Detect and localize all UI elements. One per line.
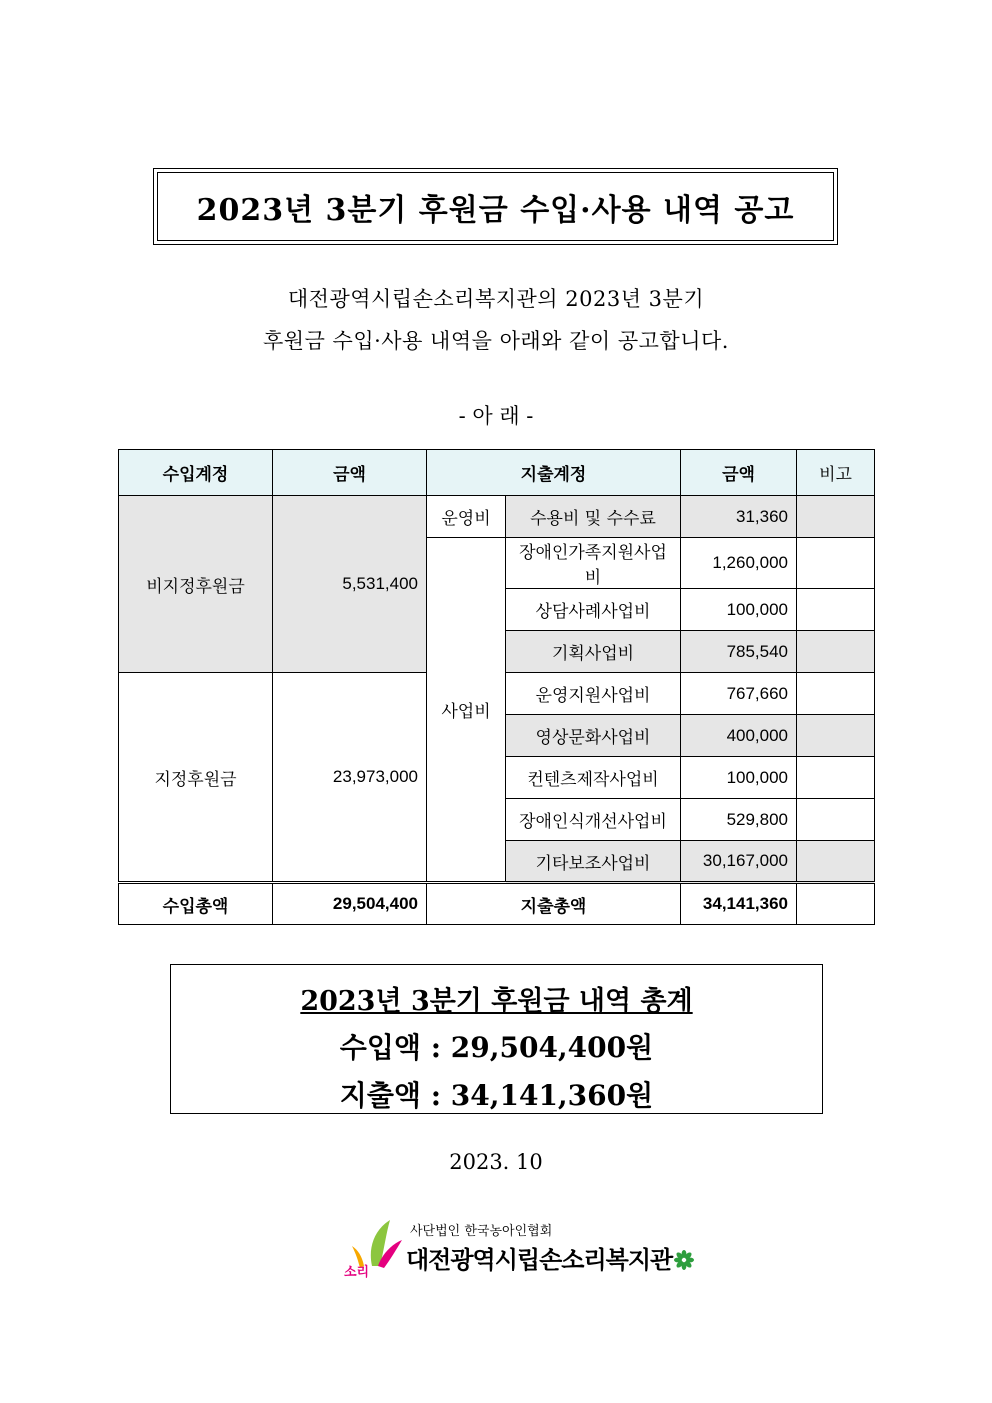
expense-item-cell: 장애인가족지원사업비 [506, 538, 681, 589]
summary-box [170, 964, 823, 1114]
table-row [119, 496, 875, 538]
summary-expense: 지출액 : 34,141,360원 [339, 1079, 654, 1112]
expense-item-cell: 장애인식개선사업비 [506, 799, 681, 841]
expense-item-cell: 컨텐츠제작사업비 [506, 757, 681, 799]
expense-amount-cell: 529,800 [681, 799, 797, 841]
income-total-label: 수입총액 [119, 883, 273, 925]
expense-item-cell: 상담사례사업비 [506, 589, 681, 631]
remarks-cell [797, 631, 875, 673]
remarks-cell [797, 589, 875, 631]
logo-mark-icon [342, 1218, 406, 1280]
expense-item-cell: 기타보조사업비 [506, 841, 681, 883]
expense-total-value: 34,141,360 [681, 883, 797, 925]
remarks-cell [797, 673, 875, 715]
intro-line-2: 후원금 수입·사용 내역을 아래와 같이 공고합니다. [263, 329, 729, 353]
header-expense-amount: 금액 [681, 450, 797, 496]
expense-amount-cell: 31,360 [681, 496, 797, 538]
expense-amount-cell: 1,260,000 [681, 538, 797, 589]
header-remarks: 비고 [797, 450, 875, 496]
logo-name [406, 1240, 694, 1275]
remarks-cell [797, 538, 875, 589]
remarks-cell [797, 799, 875, 841]
income-account-cell: 비지정후원금 [119, 496, 273, 673]
remarks-cell [797, 715, 875, 757]
logo-name-text: 대전광역시립손소리복지관 [406, 1246, 673, 1274]
organization-logo [342, 1218, 672, 1280]
header-expense-account: 지출계정 [427, 450, 681, 496]
table-header-row [119, 450, 875, 496]
income-amount-cell: 5,531,400 [273, 496, 427, 673]
svg-text:소리: 소리 [344, 1265, 370, 1280]
remarks-cell [797, 841, 875, 883]
flower-icon [674, 1250, 694, 1270]
donation-table [118, 449, 875, 925]
expense-amount-cell: 400,000 [681, 715, 797, 757]
expense-item-cell: 기획사업비 [506, 631, 681, 673]
intro-line-1: 대전광역시립손소리복지관의 2023년 3분기 [287, 287, 705, 311]
summary-income: 수입액 : 29,504,400원 [339, 1031, 654, 1064]
expense-group-cell: 사업비 [427, 538, 506, 883]
remarks-cell [797, 757, 875, 799]
expense-total-label: 지출총액 [427, 883, 681, 925]
expense-amount-cell: 767,660 [681, 673, 797, 715]
table-total-row [119, 883, 875, 925]
summary-title: 2023년 3분기 후원금 내역 총계 [300, 986, 693, 1017]
publication-date: 2023. 10 [449, 1150, 543, 1174]
logo-subtitle: 사단법인 한국농아인협회 [410, 1224, 553, 1239]
expense-group-cell: 운영비 [427, 496, 506, 538]
expense-amount-cell: 30,167,000 [681, 841, 797, 883]
below-label: - 아 래 - [458, 404, 534, 428]
expense-amount-cell: 100,000 [681, 589, 797, 631]
income-total-value: 29,504,400 [273, 883, 427, 925]
expense-item-cell: 운영지원사업비 [506, 673, 681, 715]
remarks-cell [797, 883, 875, 925]
title-box [153, 168, 838, 245]
expense-item-cell: 수용비 및 수수료 [506, 496, 681, 538]
income-account-cell: 지정후원금 [119, 673, 273, 883]
remarks-cell [797, 496, 875, 538]
expense-amount-cell: 100,000 [681, 757, 797, 799]
page-title: 2023년 3분기 후원금 수입·사용 내역 공고 [157, 172, 834, 241]
header-income-account: 수입계정 [119, 450, 273, 496]
expense-item-cell: 영상문화사업비 [506, 715, 681, 757]
expense-amount-cell: 785,540 [681, 631, 797, 673]
income-amount-cell: 23,973,000 [273, 673, 427, 883]
header-income-amount: 금액 [273, 450, 427, 496]
